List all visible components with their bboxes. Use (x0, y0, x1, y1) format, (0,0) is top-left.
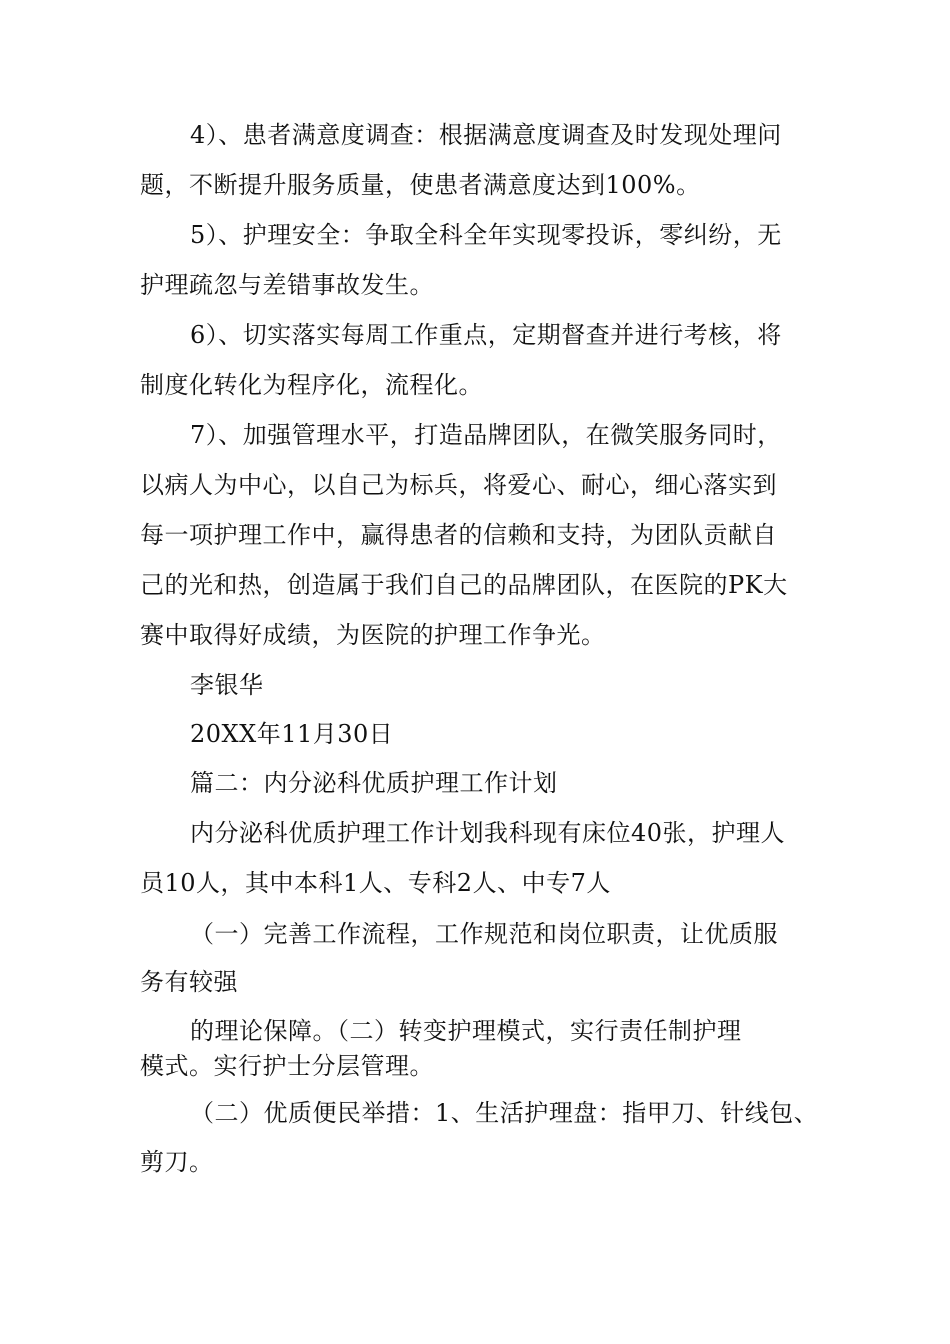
text-line: 内分泌科优质护理工作计划我科现有床位40张，护理人 (190, 819, 786, 847)
text-line: （一）完善工作流程，工作规范和岗位职责，让优质服 (190, 920, 778, 948)
text-line: 以病人为中心，以自己为标兵，将爱心、耐心，细心落实到 (140, 471, 777, 499)
text-line: 6）、切实落实每周工作重点，定期督查并进行考核，将 (190, 321, 782, 349)
text-line: 每一项护理工作中，赢得患者的信赖和支持，为团队贡献自 (140, 521, 777, 549)
text-line: 员10人，其中本科1人、专科2人、中专7人 (140, 869, 611, 897)
text-line: 剪刀。 (140, 1148, 214, 1176)
text-line: 模式。实行护士分层管理。 (140, 1052, 434, 1080)
text-line: 务有较强 (140, 968, 238, 996)
signature-name: 李银华 (190, 671, 264, 699)
text-line: 题，不断提升服务质量，使患者满意度达到100%。 (140, 171, 701, 199)
section-heading: 篇二：内分泌科优质护理工作计划 (190, 769, 558, 797)
text-line: 赛中取得好成绩，为医院的护理工作争光。 (140, 621, 606, 649)
text-line: 7）、加强管理水平，打造品牌团队，在微笑服务同时， (190, 421, 782, 449)
text-line: 的理论保障。（二）转变护理模式，实行责任制护理 (190, 1017, 742, 1045)
text-line: 护理疏忽与差错事故发生。 (140, 271, 434, 299)
text-line: 制度化转化为程序化，流程化。 (140, 371, 483, 399)
text-line: 4）、患者满意度调查：根据满意度调查及时发现处理问 (190, 121, 782, 149)
text-line: 5）、护理安全：争取全科全年实现零投诉，零纠纷，无 (190, 221, 782, 249)
text-line: （二）优质便民举措：1、生活护理盘：指甲刀、针线包、 (190, 1099, 819, 1127)
text-line: 己的光和热，创造属于我们自己的品牌团队，在医院的PK大 (140, 571, 788, 599)
signature-date: 20XX年11月30日 (190, 720, 394, 748)
